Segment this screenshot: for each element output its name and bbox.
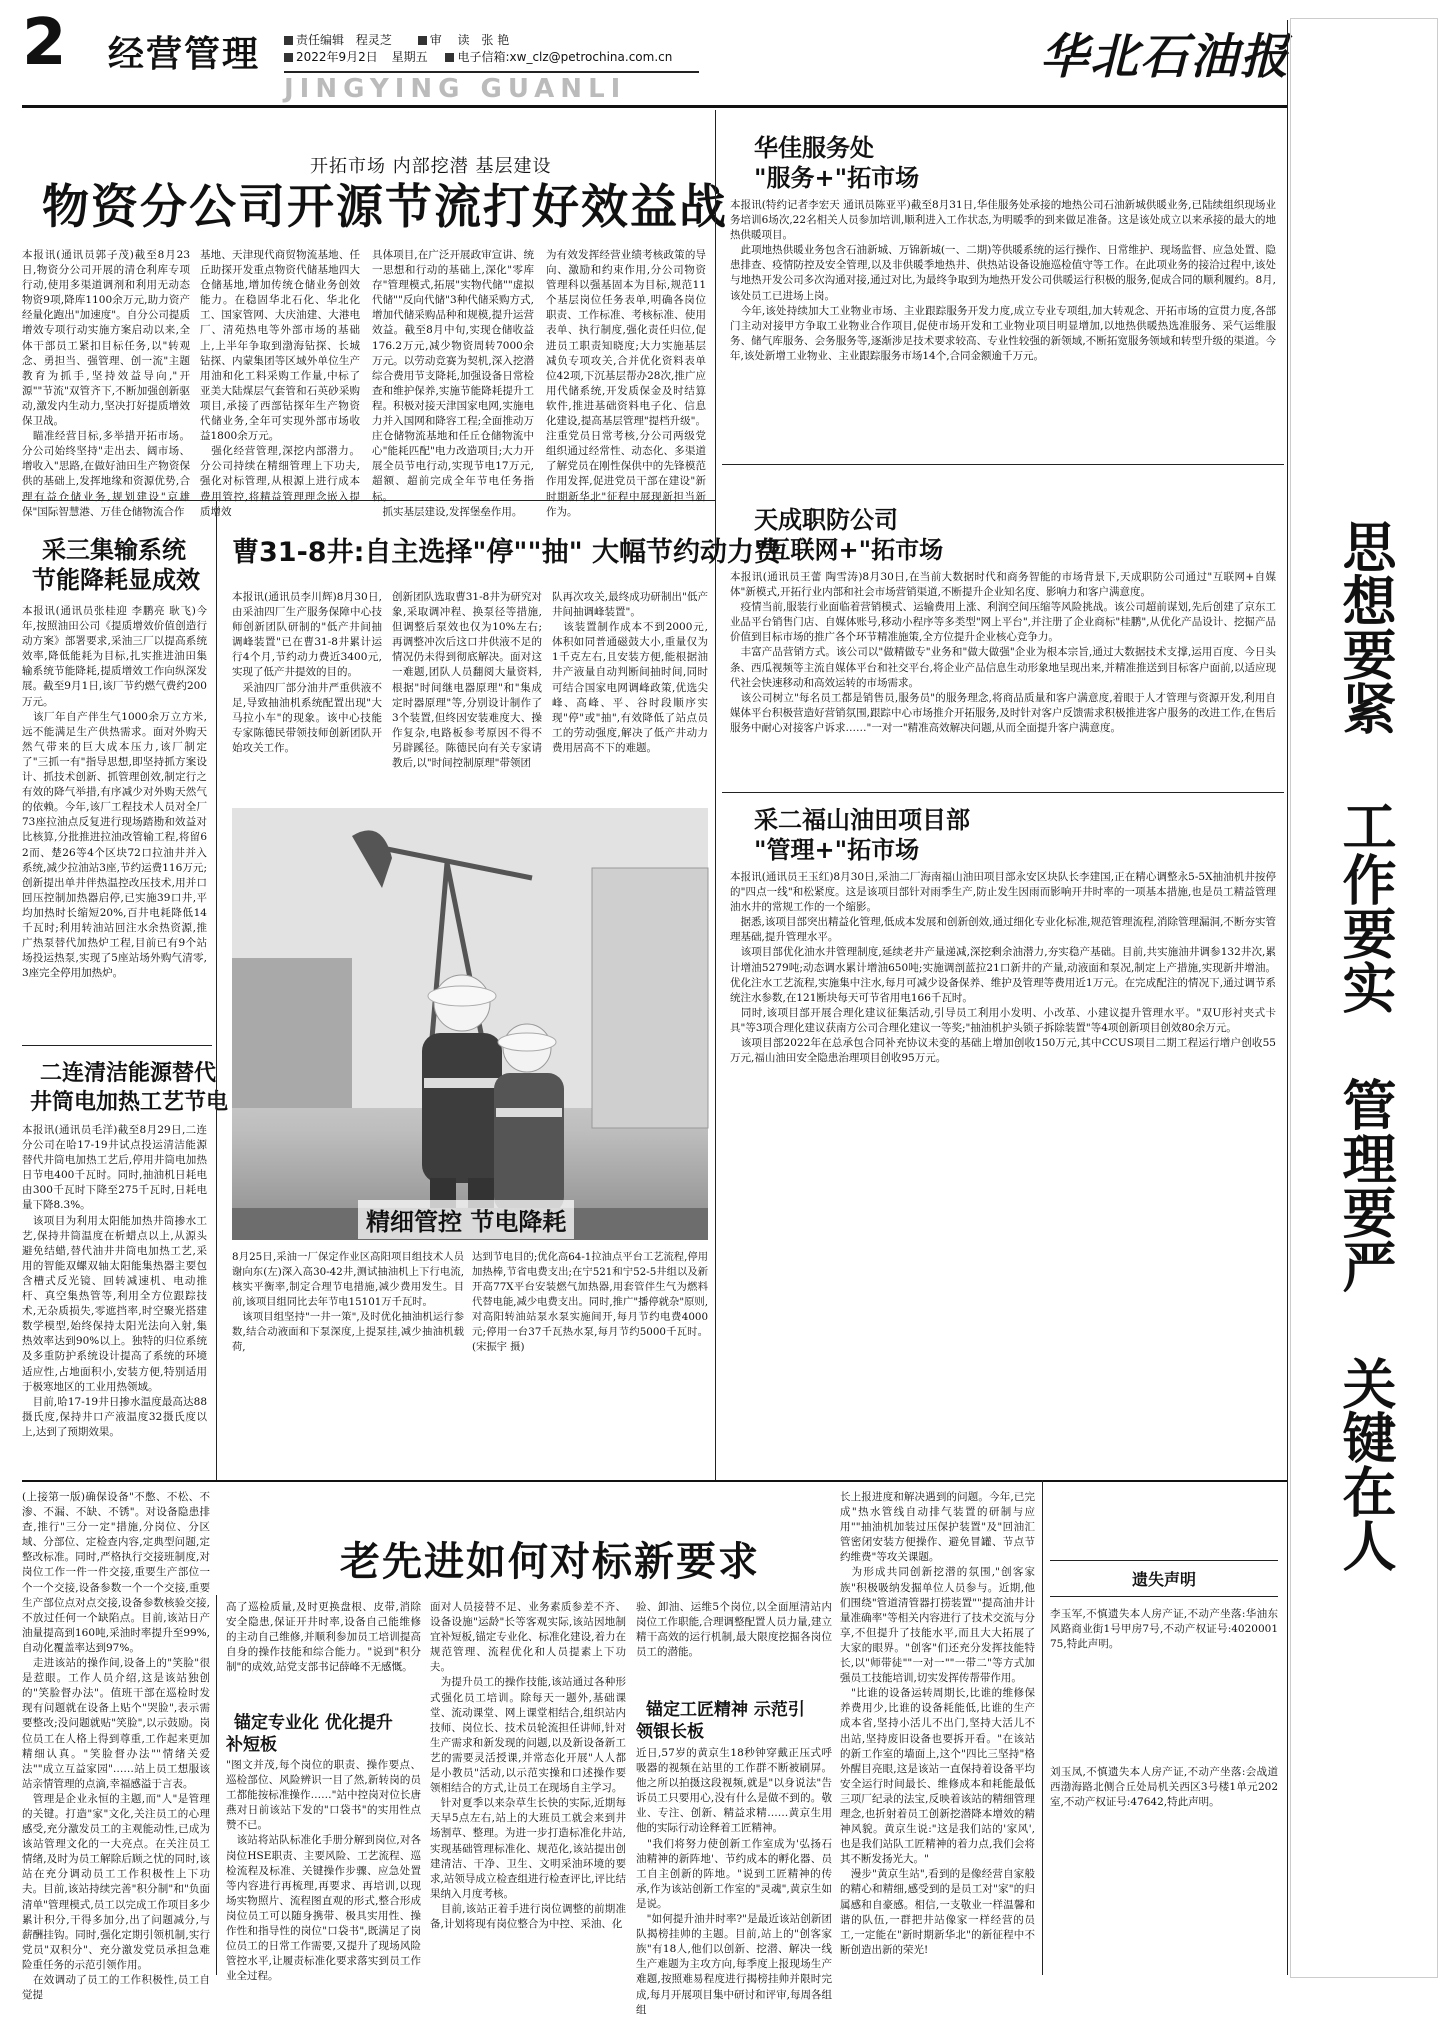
editor-label: 责任编辑 bbox=[296, 33, 345, 47]
section-pinyin: JINGYING GUANLI bbox=[284, 74, 627, 104]
notice-item-1: 李玉军,不慎遗失本人房产证,不动产坐落:华油东风路商业街1号甲房7号,不动产权证号:402000175,特此声明。 bbox=[1050, 1608, 1278, 1651]
right-a3-body: 本报讯(通讯员王玉红)8月30日,采油二厂海南福山油田项目部永安区块队长李建国,正在精心调整永5-5X抽油机井按停的"四点一线"和松紧度。这是该项目部针对雨季生产,防止发生因雨而影响开井时率的一项基本措施,也是员工精益管理油水井的常规工作的一个缩影。 据悉,该项目部突出精益化管理,低成本发展和创新创效,通过细化专业化标准,规范管理流程,消除管理漏洞,不断夯实管理基础,提升管理水平。 该项目部优化油水井管理制度,延续老井产量递减,深挖剩余油潜力,夯实稳产基础。目前,共实施油井调参132井次,累计增油5279吨;动态调水累计增油650吨;实施调剖蓝拉21口新井的产量,动液面和泵况,制定上产措施,实现新井增油。优化注水工艺流程,实施集中注水,每月可减少设备保养、维护及管理等费用近1万元。在完成配注的情况下,通过调节系统注水参数,在121断块每天可节省用电166千瓦时。 同时,该项目部开展合理化建议征集活动,引导员工利用小发明、小改革、小建议提升管理水平。"双U形衬夹式卡具"等3项合理化建议获南方公司合理化建议一等奖;"抽油机护头锁子拆除装置"等4项创新项目创效80余万元。 该项目部2022年在总承包合同补充协议未变的基础上增加创收150万元,其中CCUS项目二期工程运行增户创收55万元,福山油田安全隐患治理项目创收95万元。 bbox=[730, 871, 1276, 1065]
notice-item-2: 刘玉凤,不慎遗失本人房产证,不动产坐落:会战道西渤海路北侧合丘处局机关西区3号楼1单元202室,不动产权证号:47642,特此声明。 bbox=[1050, 1766, 1278, 1809]
col-a2-title-1: 二连清洁能源替代 bbox=[40, 1061, 217, 1086]
slogan-box bbox=[1290, 18, 1438, 1978]
reviewer-label: 审 bbox=[429, 33, 442, 47]
right-a2-title-1: 天成职防公司 bbox=[754, 506, 898, 534]
notice-title: 遗失声明 bbox=[1050, 1560, 1278, 1597]
lead-col-3: 具体项目,在广泛开展政审宣讲、统一思想和行动的基础上,深化"零库存"管理模式,拓展"实物代储""虚拟代储""反向代储"3种代储采购方式,增加代储采购品种和规模,提升运营效益。截至8月中旬,实现仓储收益176.2万元,减少物资周转7000余万元。以劳动竞赛为契机,深入挖潜综合费用节支降耗,加强设备日常检查和维护保养,实施节能降耗提升工程。积极对接天津国家电网,实施电力并入国网和降容工程;全面推动万庄仓储物流基地和任丘仓储物流中心"能耗匹配"电力改造项目;大力开展全员节电行动,实现节电17万元,超额、超前完成全年节电任务指标。 抓实基层建设,发挥堡垒作用。 bbox=[372, 249, 534, 518]
photo-illustration bbox=[232, 808, 708, 1240]
bottom-col-2: 高了巡检质量,及时更换盘根、皮带,消除安全隐患,保证开井时率,设备自己能维修的主动自己维修,并顺利参加员工培训提高自身的操作技能和综合能力。"说到"积分制"的成效,站党支部书记薛峰不无感慨。 bbox=[226, 1601, 421, 1674]
right-a2-title-2: "互联网+"拓市场 bbox=[754, 536, 944, 564]
col-a1-title-1: 采三集输系统 bbox=[42, 536, 186, 564]
page-number: 2 bbox=[22, 6, 67, 80]
masthead-info bbox=[284, 32, 672, 66]
masthead-row-1 bbox=[284, 32, 672, 49]
right-a1-body: 本报讯(特约记者李宏天 通讯员陈亚平)截至8月31日,华佳服务处承接的地热公司石油新城供暖业务,已陆续组织现场业务培训6场次,22名相关人员参加培训,顺利进入工作状态,为明暖季的到来做足准备。这是该处成立以来承接的最大的地热供暖项目。 此项地热供暖业务包含石油新城、万锦新城(一、二期)等供暖系统的运行操作、日常维护、现场监督、应急处置、隐患排查、疫情防控及安全管理,以及非供暖季地热井、供热站设备设施巡检值守等工作。在此项业务的接洽过程中,该处与地热开发公司多次沟通对接,通过对比,为最终争取到为地热开发公司供暖运行积极的服务,促成合同的顺利履约。8月,该处员工已进场上岗。 今年,该处持续加大工业物业市场、主业跟踪服务开发力度,成立专业专项组,加大转观念、开拓市场的宣贯力度,各部门主动对接甲方争取工业物业合作项目,促使市场开发和工业物业项目明显增加,以地热供暖热选准服务、采气运维服务、储气库服务、会务服务等,逐渐涉足技术要求较高、专业性较强的新领域,不断拓宽服务领域和转型升级的渠道。今年,该处新增工业物业、主业跟踪服务市场14个,合同金额逾千万元。 bbox=[730, 199, 1276, 362]
photo-caption-col-2: 达到节电目的;优化高64-1拉油点平台工艺流程,停用加热棒,节省电费支出;在宁521和宁52-5井组以及新开高77X平台安装燃气加热器,用套管伴生气为燃料代替电能,减少电费支出。同时,推广"播停就杂"原则,对高阳转油站泵水泵实施间开,每月节约电费4000元;停用一台37千瓦热水泵,每月节约5000千瓦时。(宋振宇 摄) bbox=[472, 1251, 708, 1353]
mid-col-2: 创新团队选取曹31-8井为研究对象,采取调冲程、换泵径等措施,但调整后泵效也仅为10%左右;再调整冲次后这口井供液不足的情况仍未得到彻底解决。面对这一难题,团队人员翻阅大量资料,根据"时间继电器原理"和"集成定时器原理"等,分别设计制作了3个装置,但终因安装难度大、操作复杂,电路板参考原因不得不另辟蹊径。陈德民向有关专家请教后,以"时间控制原理"带领团 bbox=[392, 591, 542, 770]
bottom-col-3: 面对人员接替不足、业务素质参差不齐、设备设施"运龄"长等客观实际,该站因地制宜补短板,锚定专业化、标准化建设,着力在规范管理、流程优化和人员提素上下功夫。 为提升员工的操作技能,该站通过各种形式强化员工培训。除每天一题外,基础课堂、流动课堂、网上课堂相结合,组织站内技师、岗位长、技术员轮流担任讲师,针对生产需求和新发现的问题,以及新设备新工艺的需要灵活授课,并常态化开展"人人都是小教员"活动,以示范实操和口述操作要领相结合的方式,让员工在现场自主学习。 针对夏季以来杂草生长快的实际,近期每天早5点左右,站上的大班员工就会来到井场割草、整理。为进一步打造标准化井站,实现基础管理标准化、规范化,该站提出创建清洁、干净、卫生、文明采油环境的要求,站领导成立检查组进行检查评比,评比结果纳入月度考核。 目前,该站正着手进行岗位调整的前期准备,计划将现有岗位整合为中控、采油、化 bbox=[430, 1601, 626, 1930]
lead-col-1: 本报讯(通讯员郭子茂)截至8月23日,物资分公司开展的清仓利库专项行动,使用多渠道调剂和利用无动态物资9项,降库1100余万元,助力资产经量化跑出"加速度"。自分公司提质增效专项行动实施方案启动以来,全体干部员工紧扣目标任务,以"转观念、勇担当、强管理、创一流"主题教育为抓手,坚持效益导向,"开源""节流"双管齐下,不断加强创新驱动,激发内生动力,坚决打好提质增效保卫战。 瞄准经营目标,多举措开拓市场。分公司始终坚持"走出去、阔市场、增收入"思路,在做好油田生产物资保供的基础上,发挥地缘和资源优势,合理有益仓储业务,规划建设"京雄保"国际智慧港、万佳仓储物流合作 bbox=[22, 249, 190, 518]
right-a1-title-2: "服务+"拓市场 bbox=[754, 164, 920, 192]
lead-col-2: 基地、天津现代商贸物流基地、任丘助探开发重点物资代储基地四大仓储基地,增加传统仓储业务创效能力。在稳固华北石化、华北化工、国家管网、大庆油建、大港电厂、清苑热电等外部市场的基础上,上半年争取到渤海钻探、长城钻探、内蒙集团等区域外单位生产用油和化工料采购工作量,中标了亚美大陆煤层气套管和石英砂采购项目,承接了西部钻探年生产物资代储业务,全年可实现外部市场收益1800余万元。 强化经营管理,深挖内部潜力。分公司持续在精细管理上下功夫,强化对标管理,从根源上进行成本费用管控,将精益管理理念嵌入提质增效 bbox=[200, 249, 360, 518]
bottom-col-1: (上接第一版)确保设备"不憋、不松、不渗、不漏、不缺、不锈"。对设备隐患排查,推行"三分一定"措施,分岗位、分区域、分部位、定检查内容,定典型问题,定整改标准。同时,严格执行交接班制度,对岗位工作一件一件交接,重要生产部位一个一个交接,设备参数一个一个交接,重要生产部位点对点交接,设备参数核验交接,不放过任何一个缺陷点。目前,该站日产油量提高到160吨,采油时率提升至99%,自动化覆盖率达到97%。 走进该站的操作间,设备上的"笑脸"很是惹眼。工作人员介绍,这是该站独创的"笑脸督办法"。值班干部在巡检时发现有问题就在设备上贴个"哭脸",表示需要整改;没问题就贴"笑脸",以示鼓励。岗位员工在人格上得到尊重,工作起来更加精细认真。"笑脸督办法""情绪关爱法""成立互益家园"……站上员工想服该站亲情管理的点滴,幸福感溢于言表。 管理是企业永恒的主题,而"人"是管理的关键。打造"家"文化,关注员工的心理感受,充分激发员工的主观能动性,已成为该站管理文化的一大亮点。在关注员工情绪,及时为员工解除后顾之忧的同时,该站在充分调动员工工作积极性上下功夫。目前,该站持续完善"积分制"和"负面清单"管理模式,员工以完成工作项目多少累计积分,干得多加分,出了问题减分,与薪酬挂钩。同时,强化定期引领机制,实行党员"双积分"、充分激发党员承担急难险重任务的示范引领作用。 在效调动了员工的工作积极性,员工自觉提 bbox=[22, 1491, 210, 2002]
right-a1-title-1: 华佳服务处 bbox=[754, 134, 874, 162]
slogan-text: 思想要紧 工作要实 管理要严 关键在人 bbox=[1334, 519, 1397, 1572]
email-address: xw_clz@petrochina.com.cn bbox=[509, 50, 673, 64]
bottom-sub-1-line-2: 补短板 bbox=[226, 1735, 277, 1755]
mid-col-1: 本报讯(通讯员李川辉)8月30日,由采油四厂生产服务保障中心技师创新团队研制的"低产井间抽调峰装置"已在曹31-8井累计运行4个月,节约动力费近3400元,实现了低产井提效的目的。 采油四厂部分油井严重供液不足,导致抽油机系统配置出现"大马拉小车"的现象。该中心技能专家陈德民带领技师创新团队开始攻关工作。 bbox=[232, 591, 382, 754]
masthead-row-2 bbox=[284, 49, 672, 66]
col-a1-body: 本报讯(通讯员张桂迎 李鹏亮 耿飞)今年,按照油田公司《提质增效价值创造行动方案》部署要求,采油三厂以提高系统效率,降低能耗为目标,扎实推进油田集输系统节能降耗,提质增效工作向纵深发展。截至9月1日,该厂节约燃气费约200万元。 该厂年自产伴生气1000余万立方米,远不能满足生产供热需求。面对外购天然气带来的巨大成本压力,该厂制定了"三抓一有"指导思想,即坚持抓方案设计、抓技术创新、抓管理创效,制定行之有效的降气举措,有序减少对外购天然气的依赖。今年,该厂工程技术人员对全厂73座拉油点反复进行现场踏勘和效益对比核算,分批推进拉油改管输工程,将留62而、楚26等4个区块72口拉油井并入系统,减少拉油站3座,节约运费116万元;创新提出单井伴热温控改压技术,用并口回压控制加热器启停,已实施39口井,平均加热时长缩短20%,百井电耗降低14千瓦时;利用转油站回注水余热资源,推广热泵替代加热炉工程,目前已有9个站场投运热泵,实现了5座站场外购气清零,3座完全停用加热炉。 bbox=[22, 605, 207, 980]
workers-oilfield-photo bbox=[232, 808, 708, 1240]
bottom-col-2b: "图文并茂,每个岗位的职责、操作要点、巡检部位、风险辨识一目了然,新转岗的员工都能按标准操作……"站中控岗对位长唐燕对日前该站下发的"口袋书"的实用性点赞不已。 该站将站队标准化手册分解到岗位,对各岗位HSE职责、主要风险、工艺流程、巡检流程及标准、关键操作步骤、应急处置等内容进行再梳理,再要求、再培训,以现场实物照片、流程图直观的形式,整合形成岗位员工可以随身携带、极具实用性、操作性和指导性的岗位"口袋书",既满足了岗位员工的日常工作需要,又提升了现场风险管控水平,让履责标准化要求落实到员工作业全过程。 bbox=[226, 1759, 421, 1983]
paper-name-logo: 华北石油报 bbox=[1040, 29, 1291, 85]
lead-col-4: 为有效发挥经营业绩考核政策的导向、激励和约束作用,分公司物资管理科以强基固本为目标,规范11个基层岗位任务表单,明确各岗位职责、工作标准、考核标准、使用表单、执行制度,强化责任归位,促进员工职责知晓度;大力实施基层减负专项攻关,合并优化资料表单位42项,下沉基层帮办28次,推广应用代储系统,开发质保金及时结算软件,推进基础资料电子化、信息化建设,提高基层管理"提档升级"。注重党员日常考核,分公司两级党组织通过经常性、动态化、多渠道了解党员在刚性保供中的先锋模范作用发挥,促进党员干部在建设"新时期新华北"征程中展现新担当新作为。 bbox=[546, 249, 706, 518]
mid-col-3: 队再次攻关,最终成功研制出"低产井间抽调峰装置"。 该装置制作成本不到2000元,体积如同普通磁鼓大小,重量仅为1千克左右,且安装方便,能根据油井产液量自动判断间抽时间,同时可结合国家电网调峰政策,优选尖峰、高峰、平、谷时段顺序实现"停"或"抽",有效降低了站点员工的劳动强度,解决了低产井动力费用居高不下的难题。 bbox=[552, 591, 708, 754]
bottom-title: 老先进如何对标新要求 bbox=[340, 1539, 760, 1585]
lead-title: 物资分公司开源节流打好效益战 bbox=[42, 180, 728, 235]
issue-weekday: 星期五 bbox=[391, 50, 428, 64]
reviewer-name: 张 艳 bbox=[481, 33, 510, 47]
bottom-col-4b: 近日,57岁的黄京生18秒钟穿戴正压式呼吸器的视频在站里的工作群不断被刷屏。他之所以拍摄这段视频,就是"以身说法"告诉员工只要用心,没有什么是做不到的。敬业、专注、创新、精益求精……黄京生用他的实际行动诠释着工匠精神。 "我们将努力使创新工作室成为'弘扬石油精神的新阵地'、节约成本的孵化器、员工自主创新的阵地。"说到工匠精神的传承,作为该站创新工作室的"灵魂",黄京生如是说。 "如何提升油井时率?"是最近该站创新团队揭榜挂帅的主题。目前,站上的"创客家族"有18人,他们以创新、挖潜、解决一线生产难题为主攻方向,每季度上报现场生产难题,按照难易程度进行揭榜挂帅并限时完成,每月开展项目集中研讨和评审,每周各组组 bbox=[636, 1747, 832, 2016]
notice-box bbox=[1050, 1560, 1278, 1960]
lead-kicker: 开拓市场 内部挖潜 基层建设 bbox=[310, 156, 552, 177]
col-a2-title-2: 井筒电加热工艺节电 bbox=[30, 1090, 229, 1115]
right-a2-body: 本报讯(通讯员王蕾 陶雪涛)8月30日,在当前大数据时代和商务智能的市场背景下,天成职防公司通过"互联网+自媒体"新模式,开拓行业内部和社会市场营销渠道,不断提升企业知名度、影响力和客户满意度。 疫情当前,服装行业面临着营销模式、运输费用上涨、利润空间压缩等风险挑战。该公司超前谋划,先后创建了京东工业品平台销售门店、自媒体账号,移动小程序等多类型"网上平台",并注册了企业商标"桂鹏",从优化产品设计、挖掘产品价值到目标市场的推广各个环节精准施策,全方位提升企业核心竞争力。 丰富产品营销方式。该公司以"做精做专"业务和"做大做强"企业为根本宗旨,通过大数据技术支撑,运用百度、今日头条、西瓜视频等主流自媒体平台和社交平台,将企业产品信息生动形象地呈现出来,并精准推送到目标客户面前,以适应现代社会快速移动和高效运转的市场需求。 该公司树立"每名员工都是销售员,服务员"的服务理念,将商品质量和客户满意度,着眼于人才管理与资源开发,利用自媒体平台积极营造好营销氛围,跟踪中心市场推介开拓服务,及时针对客户反馈需求积极推进客户服务的改进工作,在售后服务中耐心对接客户诉求……"一对一"精准高效解决问题,从而全面提升客户满意度。 bbox=[730, 571, 1276, 734]
mid-title: 曹31-8井:自主选择"停""抽" 大幅节约动力费 bbox=[232, 537, 782, 568]
right-a3-title-2: "管理+"拓市场 bbox=[754, 836, 920, 864]
email-label: 电子信箱: bbox=[457, 50, 510, 64]
col-a2-body: 本报讯(通讯员毛洋)截至8月29日,二连分公司在哈17-19井试点投运清洁能源替代井筒电加热工艺后,停用井筒电加热日节电400千瓦时。同时,抽油机日耗电由300千瓦时下降至275千瓦时,日耗电量下降8.3%。 该项目为利用太阳能加热井筒掺水工艺,保持井筒温度在析蜡点以上,从源头避免结蜡,替代油井井筒电加热工艺,采用的智能双螺双轴太阳能集热器主要包含槽式反光镜、回转减速机、电动推杆、真空集热管等,利用全方位跟踪技术,无杂质损失,零遮挡率,时空聚光搭建数学模型,始终保持太阳光法向入射,集热效率达到90%以上。独特的归位系统及多重防护系统设计提高了系统的环境适应性,占地面积小,安装方便,特别适用于极寒地区的工业用热领域。 目前,哈17-19井日掺水温度最高达88摄氏度,保持井口产液温度32摄氏度以上,达到了预期效果。 bbox=[22, 1124, 207, 1438]
issue-date: 2022年9月2日 bbox=[296, 50, 378, 64]
section-title: 经营管理 bbox=[108, 34, 261, 75]
bottom-col-5: 长上报进度和解决遇到的问题。今年,已完成"热水管线自动排气装置的研制与应用""抽油机加装过压保护装置"及"回油汇管密闭安装方便操作、避免冒罐、节点节约维费"等攻关课题。 为形成共同创新挖潜的氛围,"创客家族"积极吸纳发掘单位人员参与。近期,他们围绕"管道清管器打捞装置""提高油井计量准确率"等相关内容进行了技术交流与分享,不但提升了技能水平,而且大大拓展了大家的眼界。"创客"们还充分发挥技能特长,以"师带徒""一对一""一带二"等方式加强员工技能培训,切实发挥传帮带作用。 "比谁的设备运转周期长,比谁的维修保养费用少,比谁的设备耗能低,比谁的生产成本省,坚持小活儿不出门,坚持大活儿不出站,坚持废旧设备也要拆开看。"在该站的新工作室的墙面上,这个"四比三坚持"格外醒目亮眼,这是该站一直保持着设备平均安全运行时间最长、维修成本和耗能最低三项厂纪录的法宝,反映着该站的精细管理理念,也折射着员工创新挖潜降本增效的精神风貌。黄京生说:"这是我们站的'家风',也是我们站队工匠精神的着力点,我们会将其不断发扬光大。" 漫步"黄京生站",看到的是像经营自家般的精心和精细,感受到的是员工对"家"的归属感和自豪感。相信,一支敬业一样温馨和谐的队伍,一群把井站像家一样经营的员工,一定能在"新时期新华北"的新征程中不断创造出新的荣光! bbox=[840, 1491, 1035, 1956]
photo-caption-title: 精细管控 节电降耗 bbox=[358, 1200, 574, 1239]
photo-caption-col-1: 8月25日,采油一厂保定作业区高阳项目组技术人员谢向东(左)深入高30-42井,测试抽油机上下行电流,核实平衡率,制定合理节电措施,减少费用发生。目前,该项目组同比去年节电15101万千瓦时。 该项目组坚持"一井一策",及时优化抽油机运行参数,结合动液面和下泵深度,上提泵挂,减少抽油机载荷, bbox=[232, 1251, 464, 1353]
bottom-sub-2-line-2: 领银长板 bbox=[636, 1722, 704, 1742]
right-a3-title-1: 采二福山油田项目部 bbox=[754, 806, 970, 834]
bottom-sub-1-line-1: 锚定专业化 优化提升 bbox=[234, 1713, 393, 1733]
bottom-col-4: 验、卸油、运维5个岗位,以全面厘清站内岗位工作职能,合理调整配置人员力量,建立精干高效的运行机制,最大限度挖掘各岗位员工的潜能。 bbox=[636, 1601, 832, 1659]
editor-name: 程灵芝 bbox=[355, 33, 392, 47]
col-a1-title-2: 节能降耗显成效 bbox=[32, 566, 200, 594]
bottom-sub-2-line-1: 锚定工匠精神 示范引 bbox=[646, 1700, 805, 1720]
reviewer-mid: 读 bbox=[457, 33, 470, 47]
